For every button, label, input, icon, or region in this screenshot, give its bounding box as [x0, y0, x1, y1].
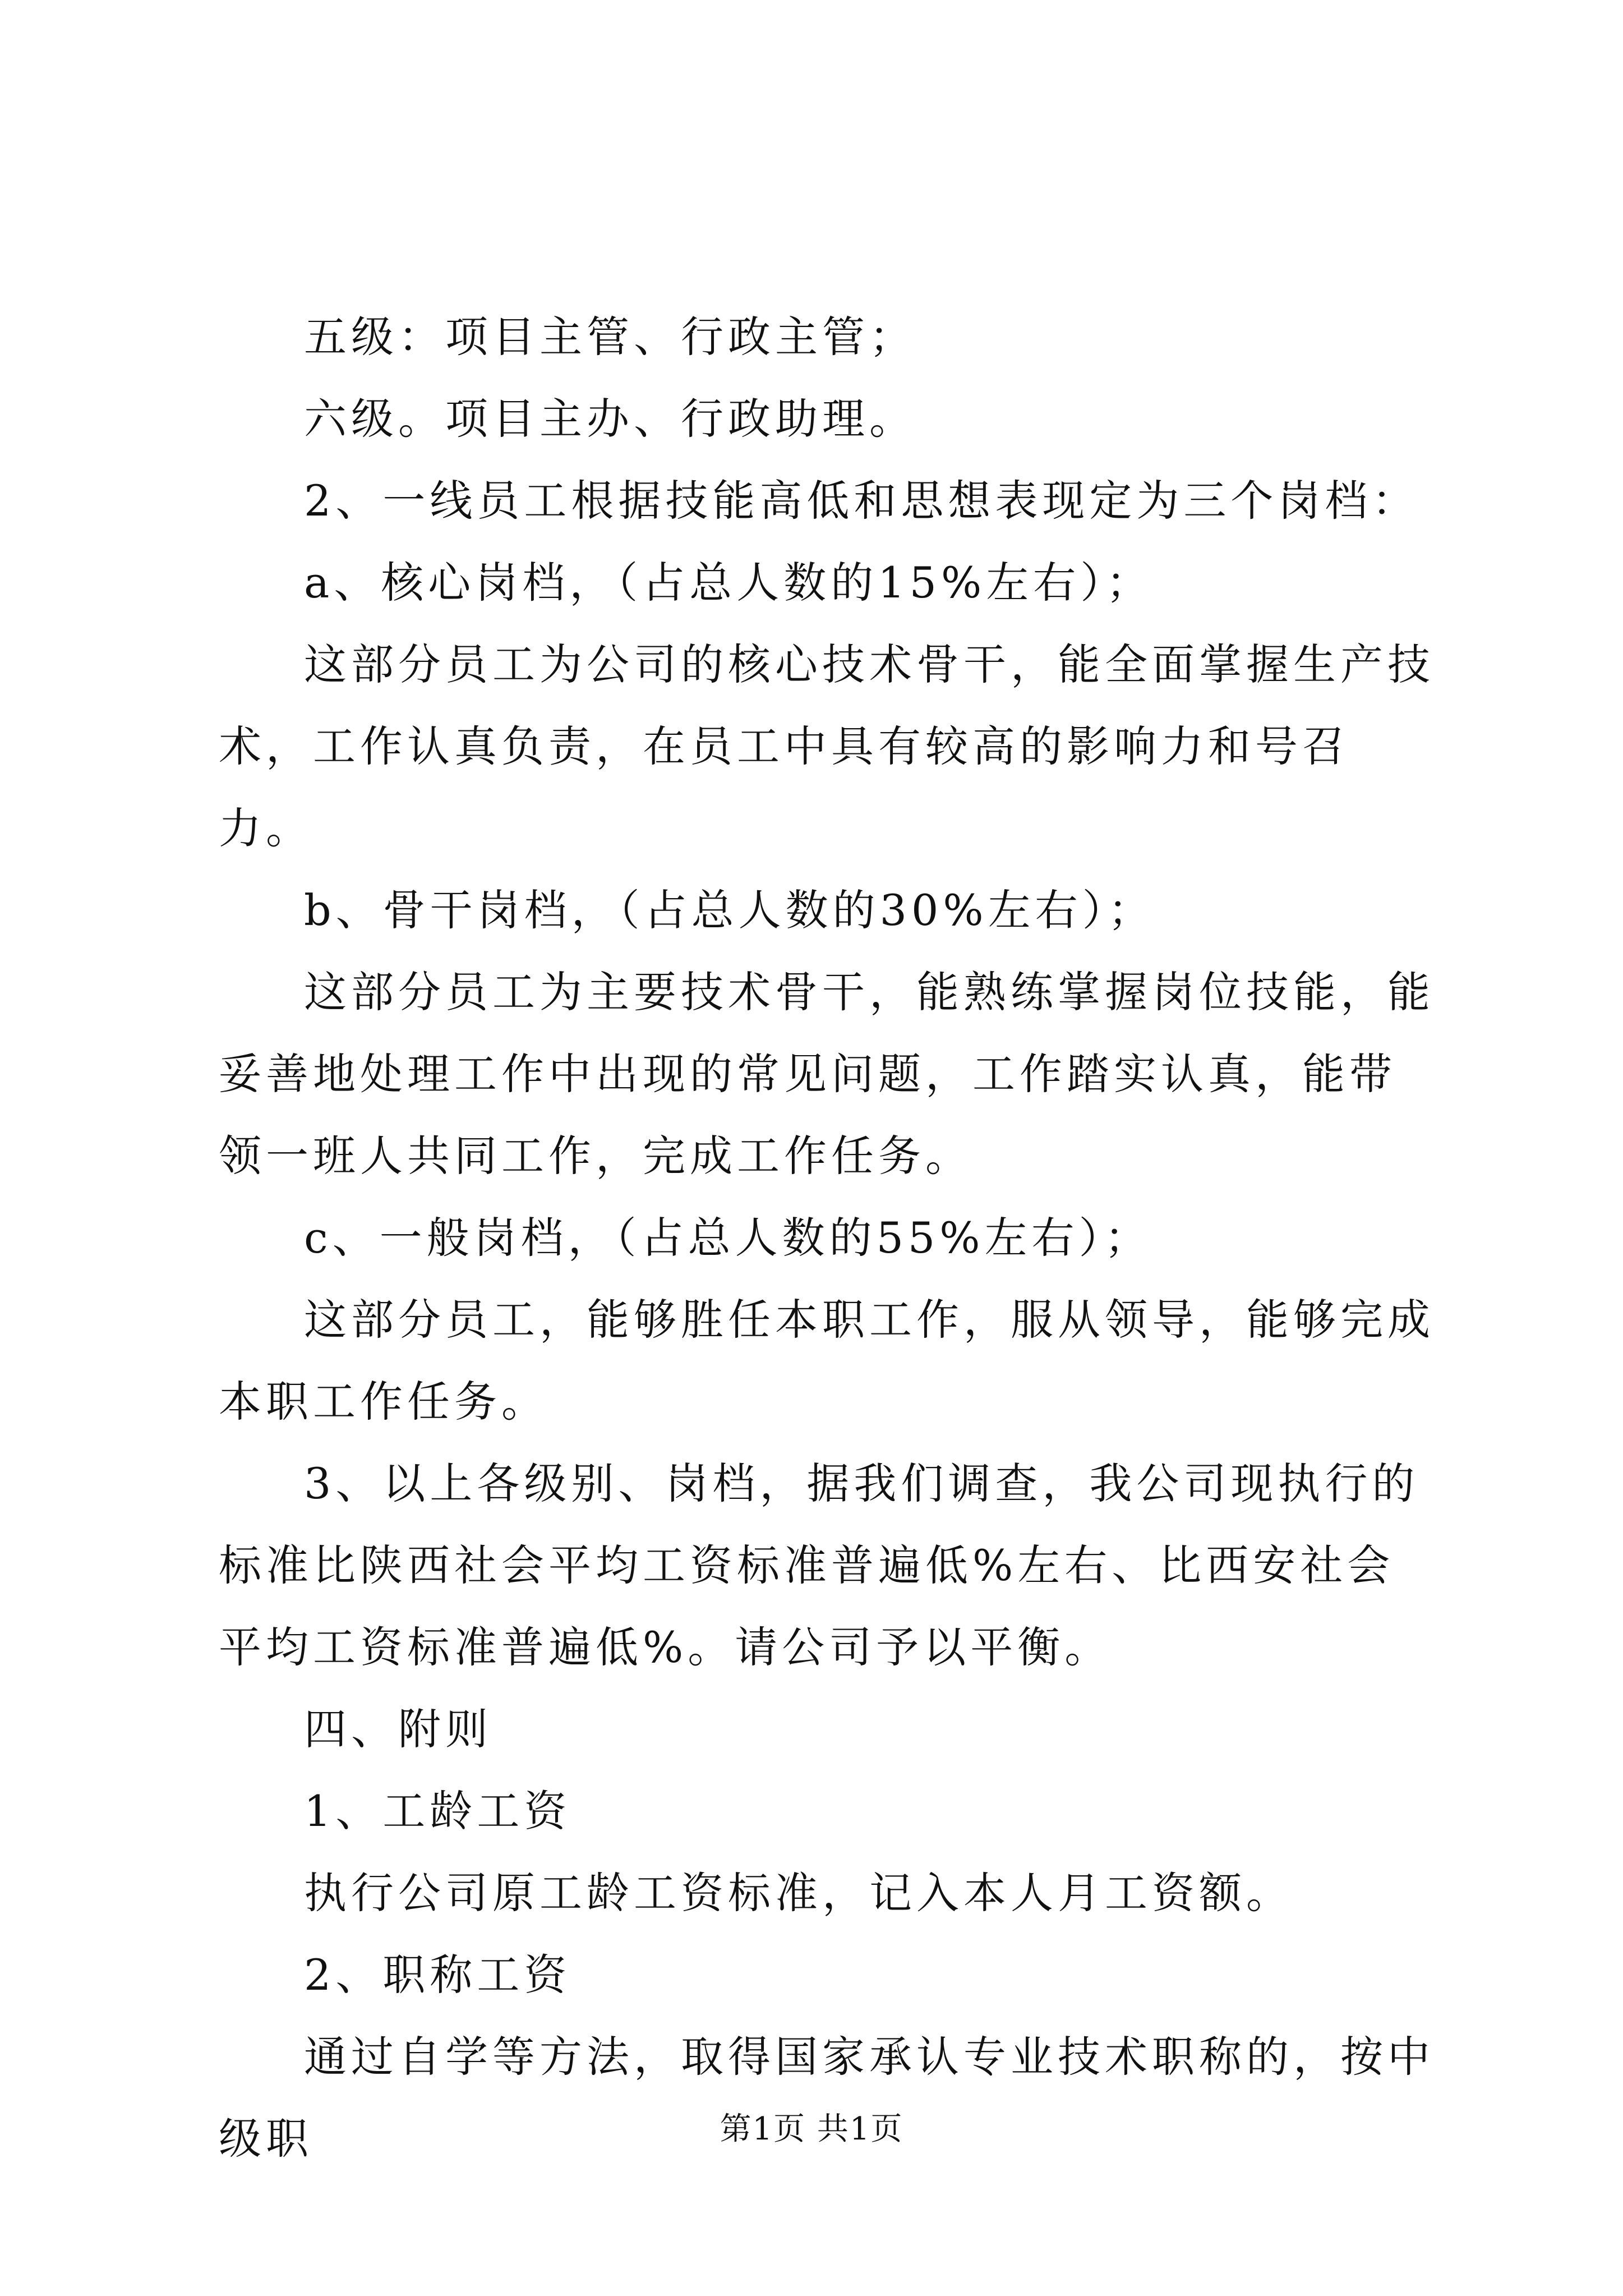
- paragraph-general-tier-desc: 这部分员工，能够胜任本职工作，服从领导，能够完成本职工作任务。: [219, 1295, 1435, 1427]
- document-body: [219, 296, 1436, 2180]
- paragraph-backbone-tier-desc: 这部分员工为主要技术骨干，能熟练掌握岗位技能，能妥善地处理工作中出现的常见问题，工作踏实认真，能带领一班人共同工作，完成工作任务。: [219, 967, 1435, 1181]
- paragraph-level-five: 五级：项目主管、行政主管；: [304, 312, 916, 362]
- paragraph-title-pay: 通过自学等方法，取得国家承认专业技术职称的，按中级职: [219, 2032, 1435, 2164]
- subheading-seniority-pay: 1、工龄工资: [304, 1786, 571, 1836]
- paragraph-general-tier: c、一般岗档，（占总人数的55%左右）；: [304, 1213, 1152, 1263]
- paragraph-core-tier: a、核心岗档，（占总人数的15%左右）；: [304, 558, 1154, 608]
- paragraph-frontline-tiers: 2、一线员工根据技能高低和思想表现定为三个岗档：: [304, 476, 1419, 526]
- page-footer: 第1页 共1页: [720, 2111, 903, 2147]
- paragraph-seniority-pay: 执行公司原工龄工资标准，记入本人月工资额。: [304, 1868, 1293, 1918]
- paragraph-level-six: 六级。项目主办、行政助理。: [304, 394, 916, 444]
- section-heading-appendix: 四、附则: [304, 1704, 492, 1754]
- paragraph-backbone-tier: b、骨干岗档，（占总人数的30%左右）；: [304, 885, 1155, 935]
- paragraph-salary-comparison: 3、以上各级别、岗档，据我们调查，我公司现执行的标准比陕西社会平均工资标准普遍低%左右、比西安社会平均工资标准普遍低%。请公司予以平衡。: [219, 1458, 1419, 1672]
- subheading-title-pay: 2、职称工资: [304, 1950, 571, 2000]
- paragraph-core-tier-desc: 这部分员工为公司的核心技术骨干，能全面掌握生产技术，工作认真负责，在员工中具有较高的影响力和号召力。: [219, 639, 1435, 853]
